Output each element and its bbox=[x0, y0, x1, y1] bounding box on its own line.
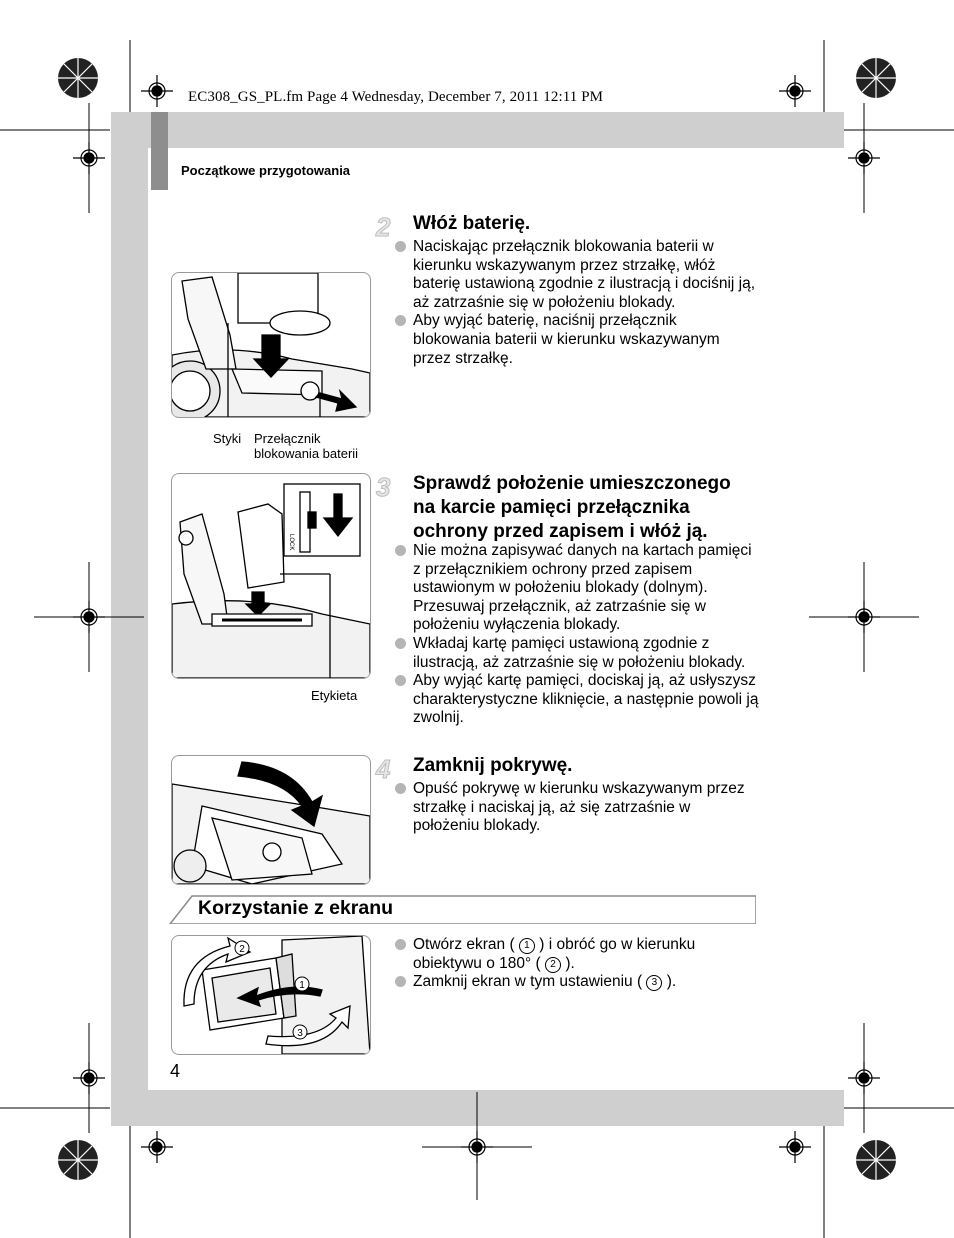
bullet-item: Otwórz ekran ( 1 ) i obróć go w kierunku obiektywu o 180° ( 2 ). bbox=[393, 936, 759, 973]
memory-card-illustration bbox=[171, 473, 371, 679]
diagram-marker-1: 1 bbox=[299, 980, 305, 991]
diagram-marker-2: 2 bbox=[239, 944, 245, 955]
diagram-marker-3: 3 bbox=[297, 1028, 303, 1039]
step-title: Sprawdź położenie umieszczonego na karcie pamięci przełącznika ochrony przed zapisem i włóż ją. bbox=[413, 473, 731, 542]
bullet-item: Naciskając przełącznik blokowania baterii w kierunku wskazywanym przez strzałkę, włóż baterię ustawioną zgodnie z ilustracją i dociśnij ją, aż zatrzaśnie się w położeniu blokady. bbox=[393, 238, 758, 312]
bullet-dot-icon bbox=[395, 545, 406, 556]
screen-bullets bbox=[393, 936, 759, 992]
bullet-dot-icon bbox=[395, 638, 406, 649]
bullet-item: Nie można zapisywać danych na kartach pamięci z przełącznikiem ochrony przed zapisem ustawionym w położeniu blokady (dolnym). Przesuwaj przełącznik, aż zatrzaśnie się w położeniu wyłączenia blokady. bbox=[393, 542, 759, 635]
section-label: Początkowe przygotowania bbox=[181, 163, 351, 178]
close-cover-illustration bbox=[171, 755, 371, 885]
bullet-dot-icon bbox=[395, 315, 406, 326]
bullet-item: Aby wyjąć baterię, naciśnij przełącznik blokowania baterii w kierunku wskazywanym przez strzałkę. bbox=[393, 312, 758, 368]
step-bullets bbox=[393, 542, 759, 728]
battery-illustration bbox=[171, 272, 371, 418]
step-bullets bbox=[393, 780, 758, 836]
lock-text: LOCK bbox=[288, 534, 294, 551]
card-insert-drawing bbox=[172, 474, 370, 678]
battery-insert-drawing bbox=[172, 273, 370, 417]
caption-label: Etykieta bbox=[311, 688, 358, 703]
step-number: 4 bbox=[376, 754, 391, 784]
bullet-dot-icon bbox=[395, 783, 406, 794]
marker-2-icon: 2 bbox=[545, 957, 561, 973]
bullet-dot-icon bbox=[395, 939, 406, 950]
bullet-item: Aby wyjąć kartę pamięci, dociskaj ją, aż usłyszysz charakterystyczne kliknięcie, a następnie powoli ją zwolnij. bbox=[393, 672, 759, 728]
screen-rotate-illustration bbox=[171, 935, 371, 1055]
marker-1-icon: 1 bbox=[519, 938, 535, 954]
bullet-item: Wkładaj kartę pamięci ustawioną zgodnie z ilustracją, aż zatrzaśnie się w położeniu blokady. bbox=[393, 635, 759, 672]
section-heading: Korzystanie z ekranu bbox=[198, 897, 394, 919]
page-number: 4 bbox=[170, 1061, 181, 1081]
screen-rotate-drawing bbox=[172, 936, 370, 1054]
bullet-dot-icon bbox=[395, 976, 406, 987]
step-bullets bbox=[393, 238, 758, 368]
cover-close-drawing bbox=[172, 756, 370, 884]
caption-contacts: Styki bbox=[213, 431, 242, 446]
step-number: 2 bbox=[376, 212, 391, 242]
step-title: Zamknij pokrywę. bbox=[413, 755, 573, 776]
caption-lock-switch: Przełącznik blokowania baterii bbox=[254, 431, 359, 461]
bullet-item: Opuść pokrywę w kierunku wskazywanym przez strzałkę i naciskaj ją, aż się zatrzaśnie w położeniu blokady. bbox=[393, 780, 758, 836]
file-slug: EC308_GS_PL.fm Page 4 Wednesday, December 7, 2011 12:11 PM bbox=[188, 89, 604, 105]
step-title: Włóż baterię. bbox=[413, 213, 531, 234]
bullet-item: Zamknij ekran w tym ustawieniu ( 3 ). bbox=[393, 973, 759, 992]
bullet-dot-icon bbox=[395, 675, 406, 686]
bullet-dot-icon bbox=[395, 241, 406, 252]
marker-3-icon: 3 bbox=[646, 975, 662, 991]
step-number: 3 bbox=[376, 472, 391, 502]
